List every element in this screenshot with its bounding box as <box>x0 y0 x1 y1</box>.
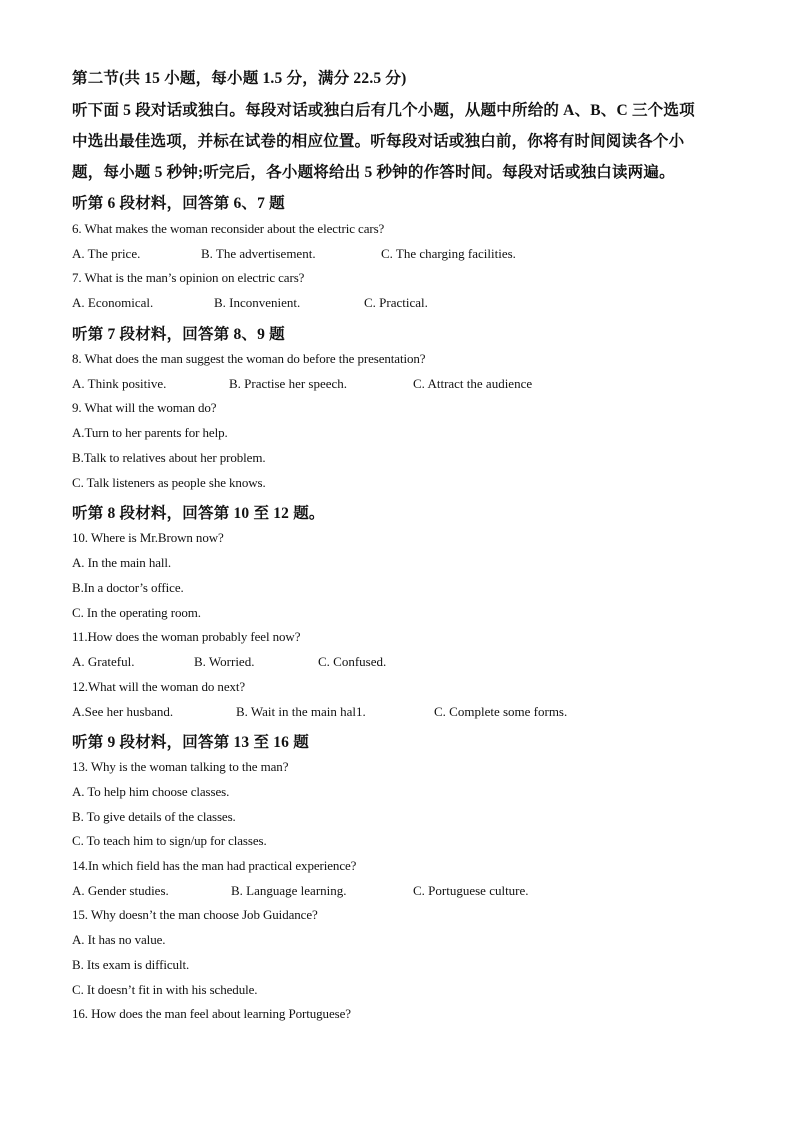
question-15-stem: 15. Why doesn’t the man choose Job Guidance? <box>72 907 318 922</box>
question-13-stem: 13. Why is the woman talking to the man? <box>72 759 289 774</box>
question-16-stem: 16. How does the man feel about learning Portuguese? <box>72 1006 351 1021</box>
question-15-option-a[interactable]: A. It has no value. <box>72 932 166 947</box>
question-9-option-c[interactable]: C. Talk listeners as people she knows. <box>72 475 266 490</box>
section-title: 第二节(共 15 小题，每小题 1.5 分，满分 22.5 分) <box>72 70 407 87</box>
question-8-option-c[interactable]: C. Attract the audience <box>413 376 533 391</box>
question-13-option-a[interactable]: A. To help him choose classes. <box>72 784 230 799</box>
question-15-option-c[interactable]: C. It doesn’t fit in with his schedule. <box>72 982 258 997</box>
question-12-option-b[interactable]: B. Wait in the main hal1. <box>236 704 366 719</box>
question-13-option-b[interactable]: B. To give details of the classes. <box>72 809 236 824</box>
question-9-stem: 9. What will the woman do? <box>72 400 217 415</box>
question-15-option-b[interactable]: B. Its exam is difficult. <box>72 957 190 972</box>
group-heading-8-9: 听第 7 段材料，回答第 8、9 题 <box>72 326 285 343</box>
question-11-stem: 11.How does the woman probably feel now? <box>72 629 301 644</box>
question-12-option-a[interactable]: A.See her husband. <box>72 704 174 719</box>
question-8-option-b[interactable]: B. Practise her speech. <box>229 376 348 391</box>
question-7-option-b[interactable]: B. Inconvenient. <box>214 295 301 310</box>
question-12-option-c[interactable]: C. Complete some forms. <box>434 704 568 719</box>
question-7-option-a[interactable]: A. Economical. <box>72 295 154 310</box>
question-7-option-c[interactable]: C. Practical. <box>364 295 428 310</box>
question-13-option-c[interactable]: C. To teach him to sign/up for classes. <box>72 833 267 848</box>
question-6-option-c[interactable]: C. The charging facilities. <box>381 246 516 261</box>
instructions-line-1: 听下面 5 段对话或独白。每段对话或独白后有几个小题，从题中所给的 A、B、C 三个选项 <box>72 102 695 119</box>
question-14-option-a[interactable]: A. Gender studies. <box>72 883 169 898</box>
question-10-stem: 10. Where is Mr.Brown now? <box>72 530 224 545</box>
question-6-stem: 6. What makes the woman reconsider about the electric cars? <box>72 221 385 236</box>
question-14-stem: 14.In which field has the man had practical experience? <box>72 858 357 873</box>
question-6-option-b[interactable]: B. The advertisement. <box>201 246 316 261</box>
question-12-stem: 12.What will the woman do next? <box>72 679 246 694</box>
instructions-line-3: 题，每小题 5 秒钟;听完后，各小题将给出 5 秒钟的作答时间。每段对话或独白读两遍。 <box>72 164 675 181</box>
group-heading-10-12: 听第 8 段材料，回答第 10 至 12 题。 <box>72 505 325 522</box>
instructions-line-2: 中选出最佳选项，并标在试卷的相应位置。听每段对话或独白前，你将有时间阅读各个小 <box>72 133 685 150</box>
question-10-option-b[interactable]: B.In a doctor’s office. <box>72 580 184 595</box>
question-11-option-a[interactable]: A. Grateful. <box>72 654 135 669</box>
question-9-option-a[interactable]: A.Turn to her parents for help. <box>72 425 228 440</box>
question-6-option-a[interactable]: A. The price. <box>72 246 141 261</box>
question-11-option-b[interactable]: B. Worried. <box>194 654 255 669</box>
question-8-stem: 8. What does the man suggest the woman do before the presentation? <box>72 351 426 366</box>
question-7-stem: 7. What is the man’s opinion on electric cars? <box>72 270 305 285</box>
question-8-option-a[interactable]: A. Think positive. <box>72 376 167 391</box>
question-14-option-c[interactable]: C. Portuguese culture. <box>413 883 529 898</box>
question-9-option-b[interactable]: B.Talk to relatives about her problem. <box>72 450 266 465</box>
group-heading-13-16: 听第 9 段材料，回答第 13 至 16 题 <box>72 734 309 751</box>
question-10-option-c[interactable]: C. In the operating room. <box>72 605 201 620</box>
question-10-option-a[interactable]: A. In the main hall. <box>72 555 172 570</box>
question-14-option-b[interactable]: B. Language learning. <box>231 883 347 898</box>
group-heading-6-7: 听第 6 段材料，回答第 6、7 题 <box>72 195 285 212</box>
question-11-option-c[interactable]: C. Confused. <box>318 654 387 669</box>
